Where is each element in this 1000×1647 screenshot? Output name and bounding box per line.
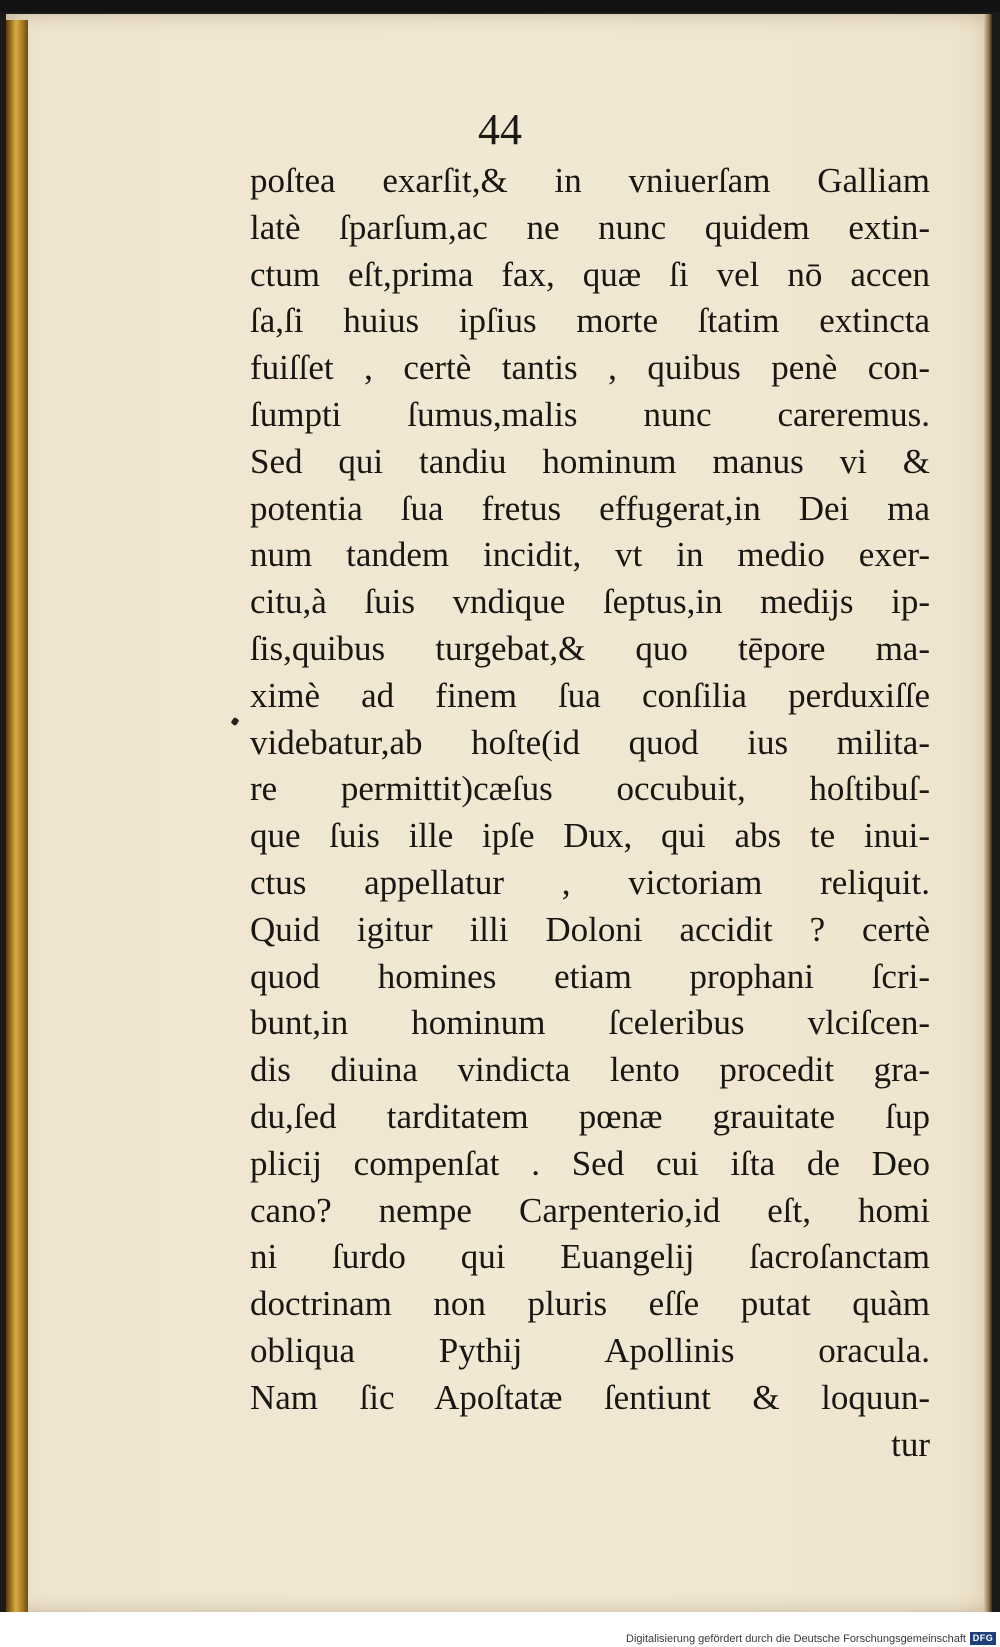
- text-line: ſis,quibus turgebat,& quo tēpore ma-: [250, 628, 930, 668]
- text-line: latè ſparſum,ac ne nunc quidem extin-: [250, 207, 930, 247]
- text-line: Quid igitur illi Doloni accidit ? certè: [250, 909, 930, 949]
- text-line: cano? nempe Carpenterio,id eſt, homi: [250, 1190, 930, 1230]
- text-line: dis diuina vindicta lento procedit gra-: [250, 1050, 930, 1090]
- text-line: ſumpti ſumus,malis nunc careremus.: [250, 394, 930, 434]
- text-line: fuiſſet , certè tantis , quibus penè con-: [250, 348, 930, 388]
- text-line: num tandem incidit, vt in medio exer-: [250, 535, 930, 575]
- text-line: ſa,ſi huius ipſius morte ſtatim extincta: [250, 301, 930, 341]
- catchword: tur: [891, 1424, 930, 1464]
- text-line: doctrinam non pluris eſſe putat quàm: [250, 1284, 930, 1324]
- text-line: ximè ad finem ſua conſilia perduxiſſe: [250, 675, 930, 715]
- text-line: ni ſurdo qui Euangelij ſacroſanctam: [250, 1237, 930, 1277]
- text-line: du,ſed tarditatem pœnæ grauitate ſup: [250, 1096, 930, 1136]
- text-line: Sed qui tandiu hominum manus vi &: [250, 441, 930, 481]
- body-text: [250, 158, 930, 1468]
- text-line: que ſuis ille ipſe Dux, qui abs te inui-: [250, 816, 930, 856]
- text-line: poſtea exarſit,& in vniuerſam Galliam: [250, 161, 930, 200]
- text-line: quod homines etiam prophani ſcri-: [250, 956, 930, 996]
- dfg-logo: DFG: [970, 1632, 996, 1645]
- digitization-credit: Digitalisierung gefördert durch die Deutsche Forschungsgemeinschaft: [626, 1633, 966, 1645]
- text-line: ctus appellatur , victoriam reliquit.: [250, 862, 930, 902]
- text-line: videbatur,ab hoſte(id quod ius milita-: [250, 722, 930, 762]
- text-line: plicij compenſat . Sed cui iſta de Deo: [250, 1143, 930, 1183]
- text-line: obliqua Pythij Apollinis oracula.: [250, 1330, 930, 1370]
- text-line: citu,à ſuis vndique ſeptus,in medijs ip-: [250, 582, 930, 622]
- page-edge-shadow: [984, 14, 992, 1612]
- text-line: potentia ſua fretus effugerat,in Dei ma: [250, 488, 930, 528]
- text-line: ctum eſt,prima fax, quæ ſi vel nō accen: [250, 254, 930, 294]
- top-border: [0, 0, 1000, 12]
- gilt-page-edge: [6, 20, 28, 1612]
- text-line: Nam ſic Apoſtatæ ſentiunt & loquun-: [250, 1377, 930, 1417]
- text-line: bunt,in hominum ſceleribus vlciſcen-: [250, 1003, 930, 1043]
- page-number: 44: [478, 105, 522, 154]
- text-line: re permittit)cæſus occubuit, hoſtibuſ-: [250, 769, 930, 809]
